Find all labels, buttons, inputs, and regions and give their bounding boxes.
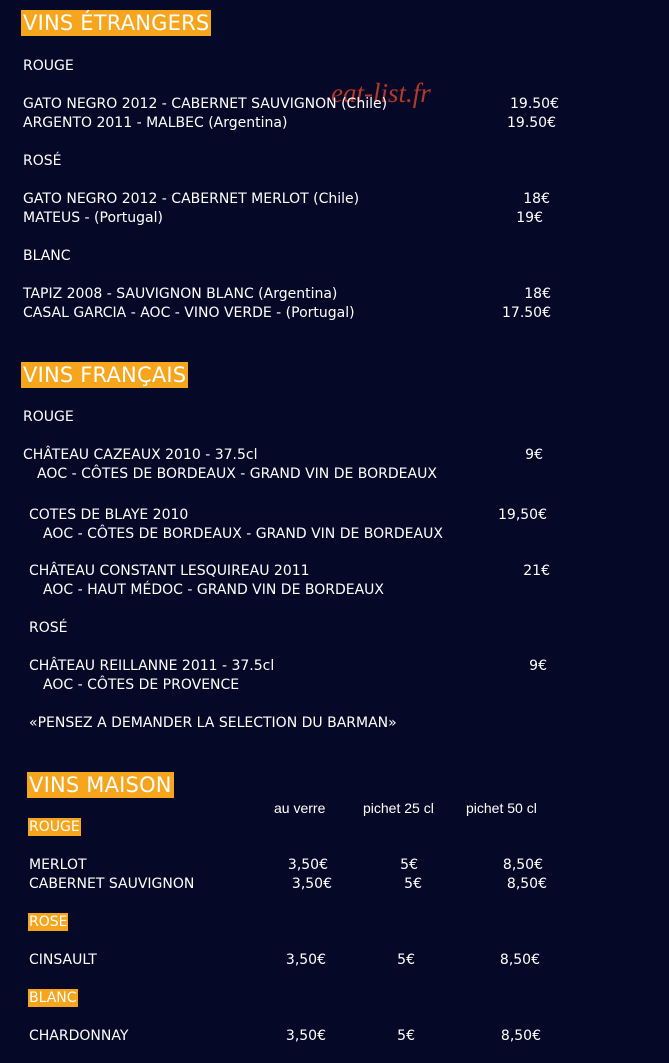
- wine-price: 19.50€: [510, 96, 559, 112]
- price-pichet-25: 5€: [404, 876, 422, 892]
- wine-name: MERLOT: [29, 857, 87, 873]
- price-pichet-25: 5€: [400, 857, 418, 873]
- wine-name: GATO NEGRO 2012 - CABERNET SAUVIGNON (Chile): [23, 96, 388, 112]
- category-label-rouge: ROUGE: [23, 58, 74, 74]
- wine-detail: AOC - CÔTES DE PROVENCE: [43, 677, 240, 693]
- section-title-francais: VINS FRANÇAIS: [23, 363, 187, 387]
- wine-name: MATEUS - (Portugal): [23, 210, 163, 226]
- wine-name: TAPIZ 2008 - SAUVIGNON BLANC (Argentina): [23, 286, 338, 302]
- wine-name: COTES DE BLAYE 2010: [29, 507, 189, 523]
- wine-detail: AOC - CÔTES DE BORDEAUX - GRAND VIN DE BORDEAUX: [37, 466, 437, 482]
- wine-price: 19€: [516, 210, 543, 226]
- category-label-rouge: ROUGE: [23, 409, 74, 425]
- section-title-maison: VINS MAISON: [29, 773, 172, 797]
- wine-price: 9€: [525, 447, 543, 463]
- category-label-rose: ROSÉ: [23, 153, 62, 169]
- price-verre: 3,50€: [291, 876, 332, 892]
- wine-price: 9€: [529, 658, 547, 674]
- wine-name: GATO NEGRO 2012 - CABERNET MERLOT (Chile): [23, 191, 360, 207]
- wine-detail: AOC - HAUT MÉDOC - GRAND VIN DE BORDEAUX: [43, 582, 385, 598]
- category-label-rose: ROSÉ: [29, 620, 68, 636]
- category-label-blanc: BLANC: [29, 990, 77, 1006]
- barman-selection-note: «PENSEZ A DEMANDER LA SELECTION DU BARMAN»: [29, 715, 397, 731]
- wine-name: CHÂTEAU CAZEAUX 2010 - 37.5cl: [23, 447, 258, 463]
- wine-name: CINSAULT: [29, 952, 97, 968]
- wine-price: 21€: [523, 563, 550, 579]
- price-pichet-50: 8,50€: [506, 876, 547, 892]
- wine-name: CABERNET SAUVIGNON: [29, 876, 195, 892]
- column-header-pichet-25: pichet 25 cl: [363, 800, 434, 816]
- price-pichet-25: 5€: [397, 952, 415, 968]
- wine-price: 18€: [524, 286, 551, 302]
- wine-name: CASAL GARCIA - AOC - VINO VERDE - (Portugal): [23, 305, 355, 321]
- price-pichet-50: 8,50€: [500, 1028, 541, 1044]
- price-verre: 3,50€: [287, 857, 328, 873]
- price-verre: 3,50€: [285, 1028, 326, 1044]
- wine-price: 17.50€: [502, 305, 551, 321]
- wine-name: CHÂTEAU CONSTANT LESQUIREAU 2011: [29, 563, 310, 579]
- column-header-pichet-50: pichet 50 cl: [466, 800, 537, 816]
- price-verre: 3,50€: [285, 952, 326, 968]
- wine-name: ARGENTO 2011 - MALBEC (Argentina): [23, 115, 288, 131]
- category-label-rose: ROSE: [29, 914, 68, 930]
- wine-price: 19.50€: [507, 115, 556, 131]
- wine-name: CHARDONNAY: [29, 1028, 129, 1044]
- section-title-etrangers: VINS ÉTRANGERS: [23, 11, 210, 35]
- price-pichet-50: 8,50€: [499, 952, 540, 968]
- wine-price: 18€: [523, 191, 550, 207]
- price-pichet-25: 5€: [397, 1028, 415, 1044]
- price-pichet-50: 8,50€: [502, 857, 543, 873]
- column-header-verre: au verre: [274, 800, 326, 816]
- watermark-text: eat-list.fr: [331, 78, 431, 108]
- wine-price: 19,50€: [498, 507, 547, 523]
- category-label-blanc: BLANC: [23, 248, 71, 264]
- wine-name: CHÂTEAU REILLANNE 2011 - 37.5cl: [29, 658, 275, 674]
- category-label-rouge: ROUGE: [29, 819, 80, 835]
- wine-detail: AOC - CÔTES DE BORDEAUX - GRAND VIN DE BORDEAUX: [43, 526, 443, 542]
